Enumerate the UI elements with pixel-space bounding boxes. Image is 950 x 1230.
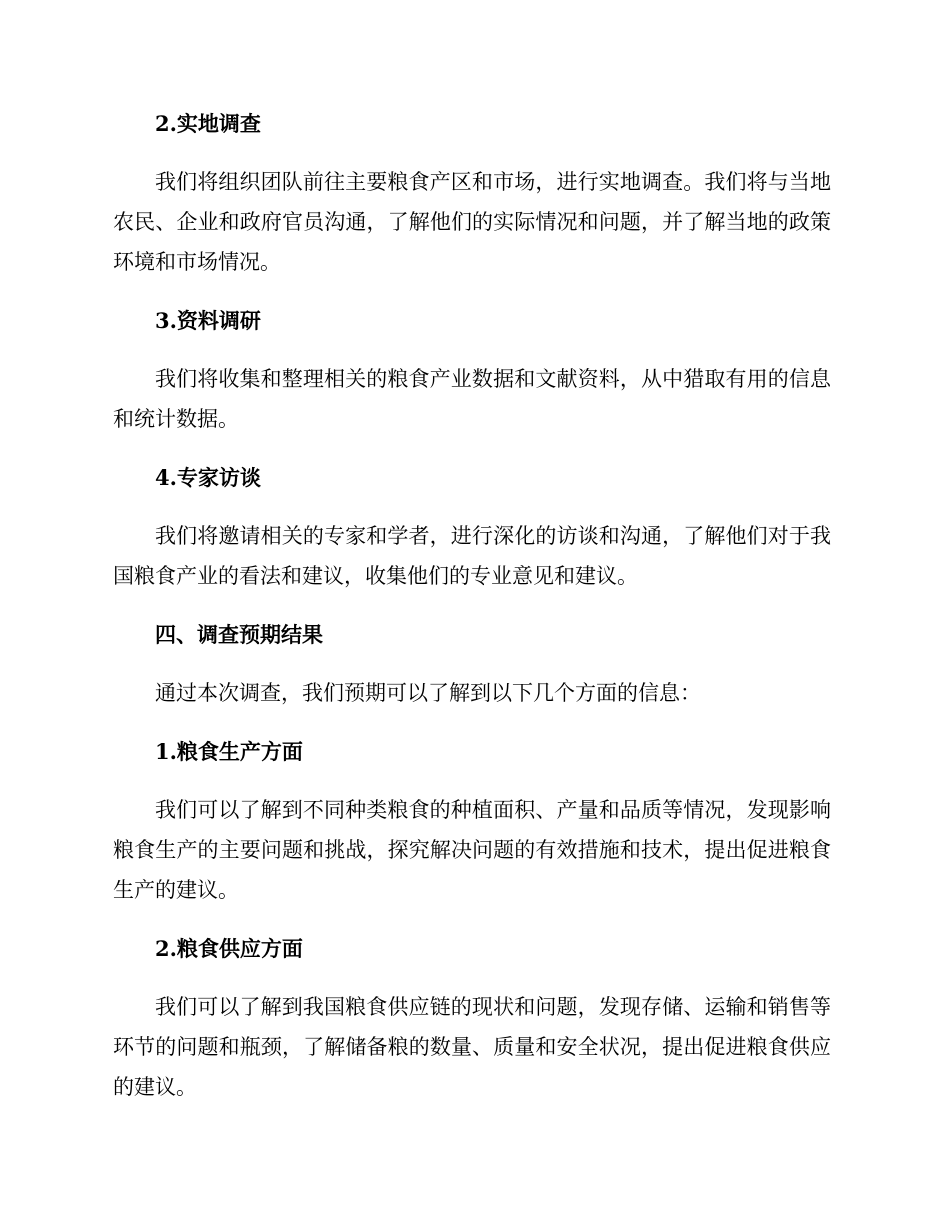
section-heading-expert-interview: 4.专家访谈 xyxy=(155,465,261,490)
section-heading-expected-results: 四、调查预期结果 xyxy=(155,622,323,647)
document-body xyxy=(113,108,831,1107)
paragraph-expected-results-intro: 通过本次调查，我们预期可以了解到以下几个方面的信息： xyxy=(155,681,701,705)
paragraph-grain-supply: 我们可以了解到我国粮食供应链的现状和问题，发现存储、运输和销售等环节的问题和瓶颈，了解储备粮的数量、质量和安全状况，提出促进粮食供应的建议。 xyxy=(113,995,831,1099)
paragraph-literature-research: 我们将收集和整理相关的粮食产业数据和文献资料，从中猎取有用的信息和统计数据。 xyxy=(113,367,831,431)
paragraph-field-survey: 我们将组织团队前往主要粮食产区和市场，进行实地调查。我们将与当地农民、企业和政府官员沟通，了解他们的实际情况和问题，并了解当地的政策环境和市场情况。 xyxy=(113,170,831,274)
section-heading-grain-production: 1.粮食生产方面 xyxy=(155,739,303,764)
section-heading-field-survey: 2.实地调查 xyxy=(155,111,261,136)
section-heading-literature-research: 3.资料调研 xyxy=(155,308,261,333)
paragraph-expert-interview: 我们将邀请相关的专家和学者，进行深化的访谈和沟通，了解他们对于我国粮食产业的看法和建议，收集他们的专业意见和建议。 xyxy=(113,524,831,588)
paragraph-grain-production: 我们可以了解到不同种类粮食的种植面积、产量和品质等情况，发现影响粮食生产的主要问题和挑战，探究解决问题的有效措施和技术，提出促进粮食生产的建议。 xyxy=(113,798,831,902)
section-heading-grain-supply: 2.粮食供应方面 xyxy=(155,936,303,961)
